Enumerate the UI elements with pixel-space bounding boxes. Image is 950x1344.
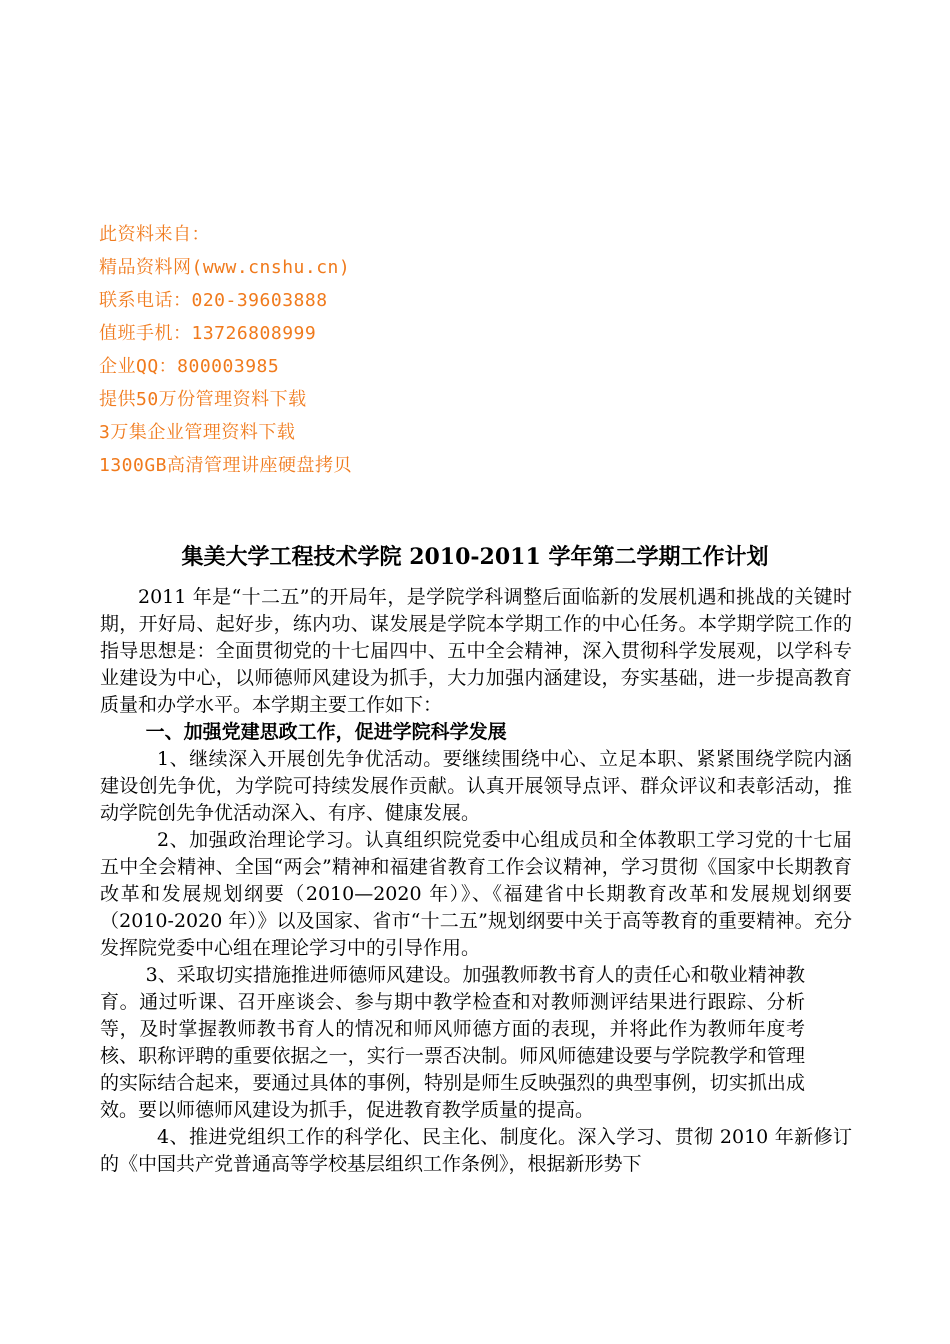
source-line-from: 此资料来自：	[99, 224, 210, 245]
item-paragraph-2: 2、加强政治理论学习。认真组织院党委中心组成员和全体教职工学习党的十七届五中全会精神、全国“两会”精神和福建省教育工作会议精神，学习贯彻《国家中长期教育改革和发展规划纲要（2010—2020 年）》、《福建省中长期教育改革和发展规划纲要（2010-2020 年）》以及国家、省市“十二五”规划纲要中关于高等教育的重要精神。充分发挥院党委中心组在理论学习中的引导作用。	[100, 829, 852, 959]
source-line-mobile: 值班手机：13726808999	[99, 323, 317, 344]
source-info-block	[99, 218, 599, 482]
source-line-website: 精品资料网(www.cnshu.cn)	[99, 257, 351, 278]
source-line-qq: 企业QQ：800003985	[99, 356, 280, 377]
item-paragraph-3: 3、采取切实措施推进师德师风建设。加强教师教书育人的责任心和敬业精神教育。通过听课、召开座谈会、参与期中教学检查和对教师测评结果进行跟踪、分析等，及时掌握教师教书育人的情况和师风师德方面的表现，并将此作为教师年度考核、职称评聘的重要依据之一，实行一票否决制。师风师德建设要与学院教学和管理的实际结合起来，要通过具体的事例，特别是师生反映强烈的典型事例，切实抓出成效。要以师德师风建设为抓手，促进教育教学质量的提高。	[100, 964, 805, 1121]
item-paragraph-1: 1、继续深入开展创先争优活动。要继续围绕中心、立足本职、紧紧围绕学院内涵建设创先争优，为学院可持续发展作贡献。认真开展领导点评、群众评议和表彰活动，推动学院创先争优活动深入、有序、健康发展。	[100, 748, 852, 824]
intro-paragraph: 2011 年是“十二五”的开局年，是学院学科调整后面临新的发展机遇和挑战的关键时期，开好局、起好步，练内功、谋发展是学院本学期工作的中心任务。本学期学院工作的指导思想是：全面贯彻党的十七届四中、五中全会精神，深入贯彻科学发展观，以学科专业建设为中心，以师德师风建设为抓手，大力加强内涵建设，夯实基础，进一步提高教育质量和办学水平。本学期主要工作如下：	[100, 586, 852, 716]
document-body	[100, 584, 852, 1178]
section-heading-1: 一、加强党建思政工作，促进学院科学发展	[145, 721, 507, 743]
document-title: 集美大学工程技术学院 2010-2011 学年第二学期工作计划	[181, 544, 769, 570]
source-line-offer-3: 1300GB高清管理讲座硬盘拷贝	[99, 455, 353, 476]
source-line-phone: 联系电话：020-39603888	[99, 290, 328, 311]
source-line-offer-1: 提供50万份管理资料下载	[99, 389, 307, 410]
item-paragraph-4: 4、推进党组织工作的科学化、民主化、制度化。深入学习、贯彻 2010 年新修订的《中国共产党普通高等学校基层组织工作条例》，根据新形势下	[100, 1126, 852, 1175]
source-line-offer-2: 3万集企业管理资料下载	[99, 422, 296, 443]
